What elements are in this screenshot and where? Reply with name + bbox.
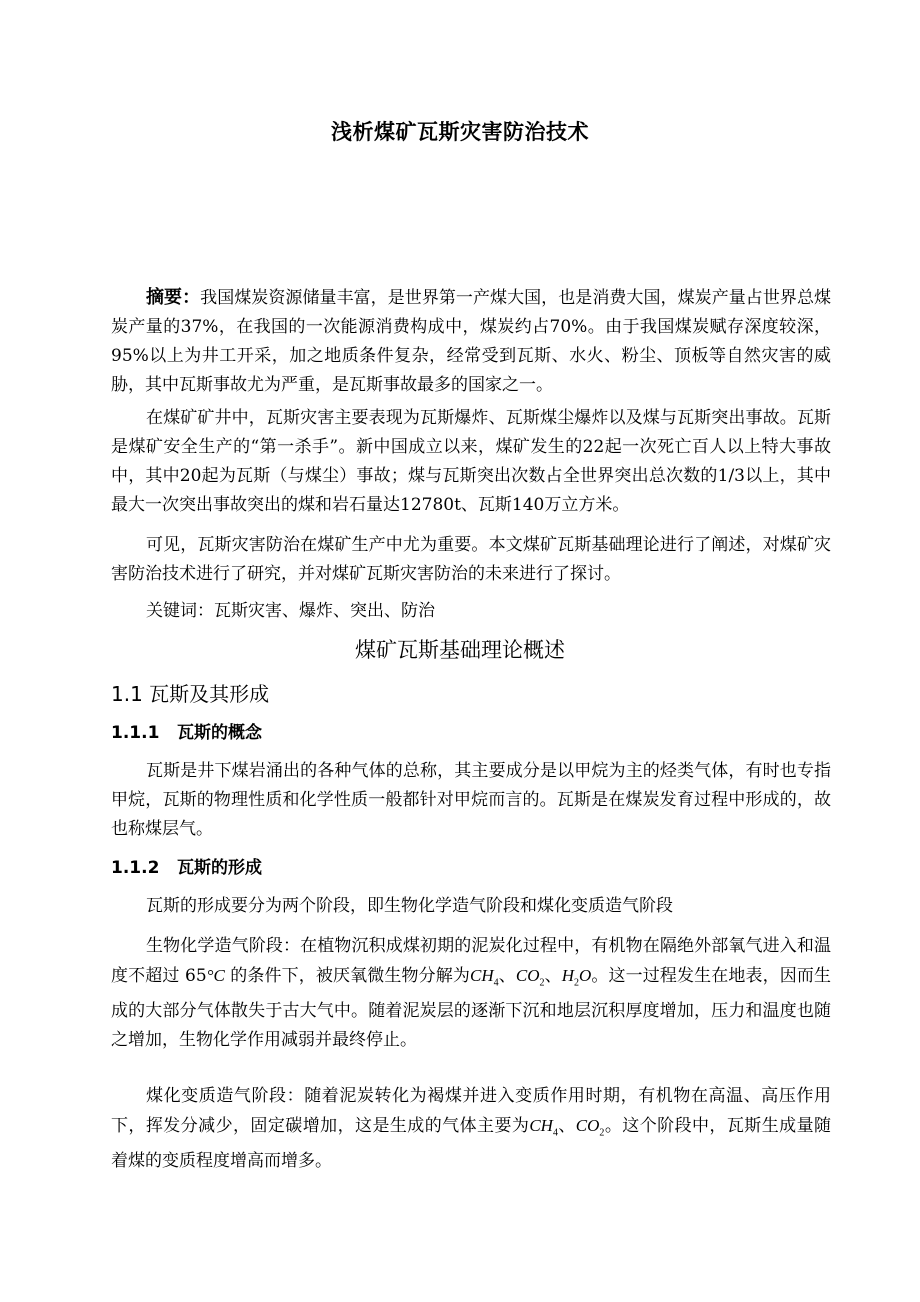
subsection-title: 瓦斯的形成: [177, 858, 262, 878]
subsection-title: 瓦斯的概念: [177, 723, 262, 743]
chapter-title: 煤矿瓦斯基础理论概述: [355, 638, 565, 662]
separator: 、: [557, 1116, 576, 1136]
text-run: 煤化变质造气阶段：随着泥炭转化为褐煤并进入变质作用时期，有机物在高温、高压作用下，挥发分减少，固定碳增加，这是生成的气体主要为: [111, 1086, 831, 1136]
formation-paragraph-1: 瓦斯的形成要分为两个阶段，即生物化学造气阶段和煤化变质造气阶段: [146, 896, 673, 916]
formula-ch4: $CH_4$: [470, 966, 499, 989]
concept-paragraph: 瓦斯是井下煤岩涌出的各种气体的总称，其主要成分是以甲烷为主的烃类气体，有时也专指甲烷，瓦斯的物理性质和化学性质一般都针对甲烷而言的。瓦斯是在煤炭发育过程中形成的，故也称煤层气。: [111, 761, 831, 839]
formation-paragraph-3: [111, 1082, 831, 1176]
subsection-heading-1-1-1: [111, 718, 262, 743]
abstract-text: 我国煤炭资源储量丰富，是世界第一产煤大国，也是消费大国，煤炭产量占世界总煤炭产量的37%，在我国的一次能源消费构成中，煤炭约占70%。由于我国煤炭赋存深度较深，95%以上为井工开采，加之地质条件复杂，经常受到瓦斯、水火、粉尘、顶板等自然灾害的威胁，其中瓦斯事故尤为严重，是瓦斯事故最多的国家之一。: [111, 288, 832, 395]
abstract-paragraph: [111, 283, 831, 400]
page-title: 浅析煤矿瓦斯灾害防治技术: [331, 120, 589, 144]
intro-paragraph-2: 在煤矿矿井中，瓦斯灾害主要表现为瓦斯爆炸、瓦斯煤尘爆炸以及煤与瓦斯突出事故。瓦斯是煤矿安全生产的“第一杀手”。新中国成立以来，煤矿发生的22起一次死亡百人以上特大事故中，其中20起为瓦斯（与煤尘）事故；煤与瓦斯突出次数占全世界突出总次数的1/3以上，其中最大一次突出事故突出的煤和岩石量达12780t、瓦斯140万立方米。: [111, 408, 831, 515]
temperature-unit: °C: [206, 966, 225, 985]
text-run: 的条件下，被厌氧微生物分解为: [224, 966, 470, 986]
text-run: 。这一过程发生在地表，因而生成的大部分气体散失于古大气中。随着泥炭层的逐渐下沉和地层沉积厚度增加，压力和温度也随之增加，生物化学作用减弱并最终停止。: [111, 966, 832, 1051]
keywords: 关键词：瓦斯灾害、爆炸、突出、防治: [146, 601, 435, 621]
subsection-number: 1.1.2: [111, 858, 160, 878]
intro-paragraph-3: 可见，瓦斯灾害防治在煤矿生产中尤为重要。本文煤矿瓦斯基础理论进行了阐述，对煤矿灾害防治技术进行了研究，并对煤矿瓦斯灾害防治的未来进行了探讨。: [111, 535, 831, 584]
separator: 、: [498, 966, 516, 986]
formula-h2o: $H_2O$: [561, 966, 592, 989]
subsection-heading-1-1-2: [111, 853, 262, 878]
separator: 、: [544, 966, 562, 986]
abstract-label: 摘要：: [146, 287, 201, 308]
formula-co2: $CO_2$: [575, 1116, 605, 1139]
text-run: 生物化学造气阶段：在植物沉积成煤初期的泥炭化过程中，有机物在隔绝外部氧气进入和温度不超过 65: [111, 936, 831, 986]
text-run: 。这个阶段中，瓦斯生成量随着煤的变质程度增高而增多。: [111, 1116, 832, 1172]
formula-ch4: $CH_4$: [529, 1116, 558, 1139]
formation-paragraph-2: [111, 932, 831, 1055]
subsection-number: 1.1.1: [111, 723, 160, 743]
formula-co2: $CO_2$: [515, 966, 545, 989]
section-heading-1-1: 1.1 瓦斯及其形成: [111, 682, 270, 706]
